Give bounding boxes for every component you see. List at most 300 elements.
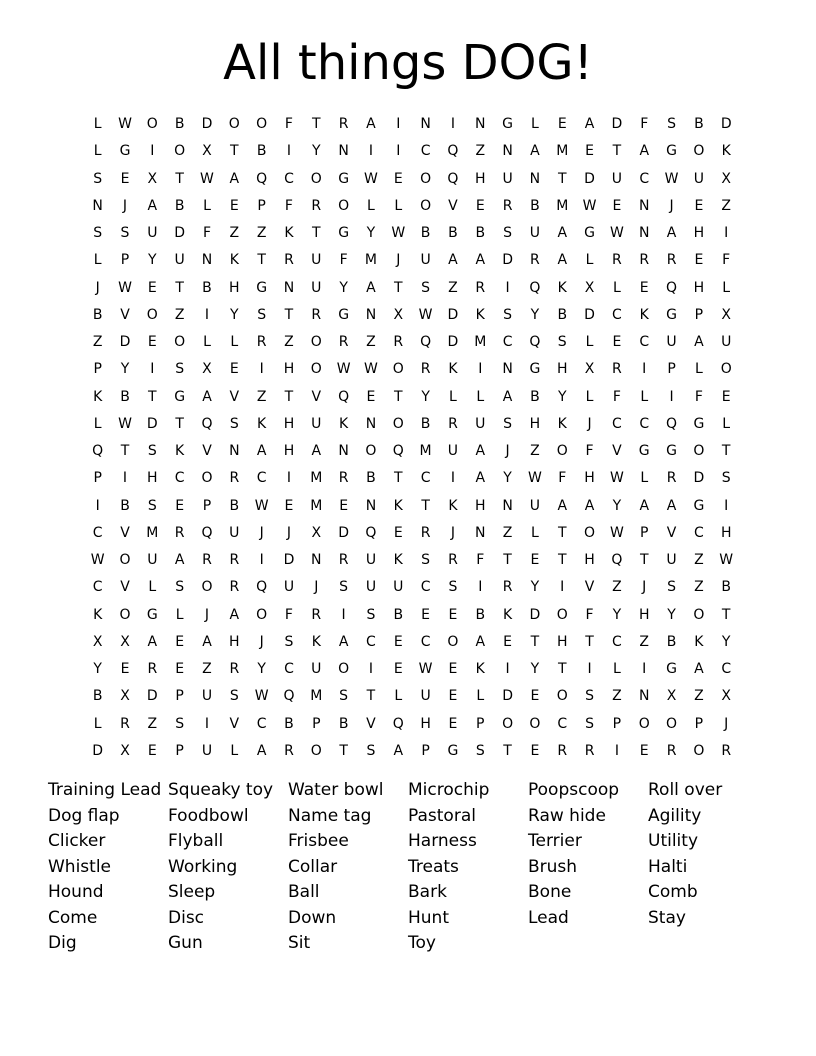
grid-letter[interactable]: E bbox=[448, 606, 458, 623]
grid-letter[interactable]: I bbox=[368, 661, 374, 678]
grid-letter[interactable]: B bbox=[666, 633, 677, 650]
grid-letter[interactable]: Q bbox=[666, 279, 678, 296]
grid-letter[interactable]: C bbox=[256, 470, 267, 487]
grid-letter[interactable]: J bbox=[314, 579, 319, 596]
grid-letter[interactable]: I bbox=[259, 361, 264, 378]
grid-letter[interactable]: P bbox=[612, 715, 622, 732]
grid-letter[interactable]: S bbox=[421, 552, 431, 569]
grid-letter[interactable]: O bbox=[228, 116, 240, 133]
grid-letter[interactable]: Y bbox=[530, 579, 540, 596]
grid-letter[interactable]: T bbox=[557, 524, 567, 541]
grid-letter[interactable]: Z bbox=[147, 715, 158, 732]
grid-letter[interactable]: X bbox=[311, 524, 322, 541]
grid-letter[interactable]: M bbox=[364, 252, 377, 269]
grid-letter[interactable]: C bbox=[639, 415, 650, 432]
grid-letter[interactable]: C bbox=[693, 524, 704, 541]
grid-letter[interactable]: Z bbox=[639, 633, 650, 650]
grid-letter[interactable]: Q bbox=[338, 388, 350, 405]
grid-letter[interactable]: A bbox=[475, 633, 486, 650]
grid-letter[interactable]: P bbox=[640, 524, 649, 541]
grid-letter[interactable]: A bbox=[311, 443, 322, 460]
grid-letter[interactable]: O bbox=[119, 606, 131, 623]
grid-letter[interactable]: U bbox=[393, 579, 404, 596]
grid-letter[interactable]: O bbox=[529, 715, 541, 732]
grid-letter[interactable]: I bbox=[150, 361, 155, 378]
grid-letter[interactable]: A bbox=[256, 742, 267, 759]
grid-letter[interactable]: G bbox=[174, 388, 186, 405]
grid-letter[interactable]: J bbox=[122, 197, 128, 214]
grid-letter[interactable]: Q bbox=[92, 443, 104, 460]
grid-letter[interactable]: V bbox=[311, 388, 322, 405]
grid-letter[interactable]: R bbox=[256, 334, 267, 351]
grid-letter[interactable]: J bbox=[259, 524, 264, 541]
grid-letter[interactable]: K bbox=[257, 415, 267, 432]
grid-letter[interactable]: T bbox=[612, 143, 622, 160]
grid-letter[interactable]: S bbox=[503, 225, 513, 242]
grid-letter[interactable]: C bbox=[612, 415, 622, 432]
grid-letter[interactable]: S bbox=[175, 715, 185, 732]
grid-letter[interactable]: A bbox=[475, 443, 486, 460]
grid-letter[interactable]: O bbox=[310, 334, 322, 351]
grid-letter[interactable]: B bbox=[174, 197, 185, 214]
grid-letter[interactable]: B bbox=[366, 470, 376, 487]
grid-letter[interactable]: E bbox=[339, 497, 349, 514]
grid-letter[interactable]: E bbox=[175, 633, 185, 650]
grid-letter[interactable]: U bbox=[365, 579, 377, 596]
grid-letter[interactable]: Q bbox=[529, 279, 541, 296]
grid-letter[interactable]: E bbox=[393, 524, 403, 541]
grid-letter[interactable]: B bbox=[721, 579, 732, 596]
grid-letter[interactable]: K bbox=[475, 661, 485, 678]
grid-letter[interactable]: L bbox=[585, 334, 594, 351]
grid-letter[interactable]: L bbox=[612, 279, 621, 296]
grid-letter[interactable]: R bbox=[284, 742, 294, 759]
grid-letter[interactable]: T bbox=[393, 470, 403, 487]
grid-letter[interactable]: O bbox=[174, 143, 186, 160]
grid-letter[interactable]: Z bbox=[694, 579, 704, 596]
grid-letter[interactable]: E bbox=[284, 497, 294, 514]
grid-letter[interactable]: D bbox=[447, 334, 459, 351]
grid-letter[interactable]: E bbox=[612, 197, 622, 214]
grid-letter[interactable]: X bbox=[202, 361, 212, 378]
grid-letter[interactable]: W bbox=[118, 279, 132, 296]
grid-letter[interactable]: P bbox=[175, 688, 184, 705]
grid-letter[interactable]: X bbox=[120, 633, 130, 650]
grid-letter[interactable]: M bbox=[146, 524, 159, 541]
grid-letter[interactable]: W bbox=[719, 552, 734, 569]
grid-letter[interactable]: A bbox=[502, 388, 513, 405]
grid-letter[interactable]: A bbox=[666, 225, 677, 242]
grid-letter[interactable]: A bbox=[174, 552, 185, 569]
grid-letter[interactable]: N bbox=[638, 225, 650, 242]
grid-letter[interactable]: Z bbox=[612, 579, 622, 596]
grid-letter[interactable]: R bbox=[311, 197, 322, 214]
grid-letter[interactable]: P bbox=[257, 197, 266, 214]
grid-letter[interactable]: N bbox=[529, 170, 541, 187]
grid-letter[interactable]: B bbox=[475, 606, 486, 623]
grid-letter[interactable]: T bbox=[120, 443, 130, 460]
grid-letter[interactable]: T bbox=[175, 279, 184, 296]
grid-letter[interactable]: Z bbox=[284, 334, 294, 351]
grid-letter[interactable]: T bbox=[366, 688, 376, 705]
grid-letter[interactable]: T bbox=[503, 552, 512, 569]
grid-letter[interactable]: Y bbox=[530, 306, 540, 323]
grid-letter[interactable]: K bbox=[284, 225, 294, 242]
grid-letter[interactable]: V bbox=[448, 197, 458, 214]
grid-letter[interactable]: O bbox=[693, 443, 705, 460]
grid-letter[interactable]: Q bbox=[365, 524, 377, 541]
grid-letter[interactable]: Q bbox=[392, 443, 404, 460]
grid-letter[interactable]: J bbox=[669, 197, 674, 214]
grid-letter[interactable]: J bbox=[259, 633, 264, 650]
grid-letter[interactable]: W bbox=[118, 415, 132, 432]
grid-letter[interactable]: Y bbox=[612, 606, 622, 623]
grid-letter[interactable]: S bbox=[257, 306, 267, 323]
grid-letter[interactable]: S bbox=[284, 633, 294, 650]
grid-letter[interactable]: G bbox=[119, 143, 131, 160]
grid-letter[interactable]: I bbox=[587, 661, 592, 678]
grid-letter[interactable]: F bbox=[284, 197, 293, 214]
grid-letter[interactable]: W bbox=[418, 661, 433, 678]
grid-letter[interactable]: A bbox=[338, 633, 349, 650]
grid-letter[interactable]: J bbox=[642, 579, 647, 596]
grid-letter[interactable]: H bbox=[720, 524, 732, 541]
grid-letter[interactable]: D bbox=[119, 334, 131, 351]
grid-letter[interactable]: I bbox=[150, 143, 155, 160]
grid-letter[interactable]: L bbox=[585, 388, 594, 405]
grid-letter[interactable]: N bbox=[92, 197, 103, 214]
grid-letter[interactable]: G bbox=[638, 443, 650, 460]
grid-letter[interactable]: T bbox=[721, 606, 731, 623]
grid-letter[interactable]: Y bbox=[93, 661, 102, 678]
grid-letter[interactable]: U bbox=[420, 252, 431, 269]
grid-letter[interactable]: L bbox=[93, 143, 102, 160]
grid-letter[interactable]: B bbox=[530, 388, 540, 405]
grid-letter[interactable]: O bbox=[638, 715, 650, 732]
grid-letter[interactable]: O bbox=[256, 116, 268, 133]
grid-letter[interactable]: F bbox=[558, 470, 567, 487]
grid-letter[interactable]: E bbox=[585, 143, 594, 160]
grid-letter[interactable]: R bbox=[557, 742, 568, 759]
grid-letter[interactable]: K bbox=[448, 497, 458, 514]
grid-letter[interactable]: K bbox=[175, 443, 185, 460]
grid-letter[interactable]: Q bbox=[447, 170, 459, 187]
grid-letter[interactable]: R bbox=[612, 361, 622, 378]
grid-letter[interactable]: Z bbox=[502, 524, 513, 541]
grid-letter[interactable]: S bbox=[585, 688, 595, 705]
grid-letter[interactable]: T bbox=[585, 633, 594, 650]
grid-letter[interactable]: L bbox=[394, 688, 403, 705]
grid-letter[interactable]: T bbox=[557, 170, 567, 187]
grid-letter[interactable]: L bbox=[367, 197, 375, 214]
grid-letter[interactable]: G bbox=[338, 306, 350, 323]
grid-letter[interactable]: C bbox=[612, 633, 622, 650]
grid-letter[interactable]: A bbox=[666, 497, 677, 514]
grid-letter[interactable]: X bbox=[92, 633, 103, 650]
grid-letter[interactable]: O bbox=[556, 443, 568, 460]
grid-letter[interactable]: W bbox=[200, 170, 214, 187]
grid-letter[interactable]: L bbox=[476, 388, 485, 405]
grid-letter[interactable]: R bbox=[229, 552, 240, 569]
grid-letter[interactable]: I bbox=[642, 661, 647, 678]
grid-letter[interactable]: N bbox=[201, 252, 213, 269]
grid-letter[interactable]: Y bbox=[421, 388, 430, 405]
grid-letter[interactable]: W bbox=[582, 197, 597, 214]
grid-letter[interactable]: L bbox=[394, 197, 403, 214]
grid-letter[interactable]: C bbox=[366, 633, 376, 650]
grid-letter[interactable]: Z bbox=[366, 334, 376, 351]
grid-letter[interactable]: P bbox=[93, 470, 102, 487]
grid-letter[interactable]: Q bbox=[256, 579, 268, 596]
grid-letter[interactable]: Y bbox=[230, 306, 239, 323]
grid-letter[interactable]: C bbox=[420, 579, 431, 596]
grid-letter[interactable]: B bbox=[229, 497, 240, 514]
grid-letter[interactable]: A bbox=[202, 633, 212, 650]
grid-letter[interactable]: S bbox=[339, 579, 349, 596]
grid-letter[interactable]: N bbox=[365, 497, 377, 514]
grid-letter[interactable]: A bbox=[557, 225, 568, 242]
grid-letter[interactable]: O bbox=[502, 715, 514, 732]
grid-letter[interactable]: S bbox=[557, 334, 567, 351]
grid-letter[interactable]: A bbox=[584, 116, 595, 133]
grid-letter[interactable]: V bbox=[666, 524, 677, 541]
grid-letter[interactable]: E bbox=[147, 334, 157, 351]
grid-letter[interactable]: T bbox=[175, 415, 184, 432]
grid-letter[interactable]: B bbox=[557, 306, 568, 323]
grid-letter[interactable]: H bbox=[693, 225, 705, 242]
grid-letter[interactable]: K bbox=[93, 606, 103, 623]
grid-letter[interactable]: N bbox=[229, 443, 240, 460]
grid-letter[interactable]: U bbox=[365, 552, 377, 569]
grid-letter[interactable]: U bbox=[311, 252, 322, 269]
grid-letter[interactable]: U bbox=[693, 170, 704, 187]
grid-letter[interactable]: W bbox=[609, 470, 624, 487]
grid-letter[interactable]: P bbox=[476, 715, 485, 732]
grid-letter[interactable]: E bbox=[229, 197, 239, 214]
grid-letter[interactable]: A bbox=[202, 388, 212, 405]
grid-letter[interactable]: C bbox=[284, 170, 294, 187]
grid-letter[interactable]: E bbox=[175, 661, 185, 678]
grid-letter[interactable]: E bbox=[448, 661, 458, 678]
grid-letter[interactable]: Y bbox=[148, 252, 157, 269]
grid-letter[interactable]: D bbox=[174, 225, 186, 242]
grid-letter[interactable]: R bbox=[338, 470, 349, 487]
grid-letter[interactable]: R bbox=[174, 524, 185, 541]
grid-letter[interactable]: E bbox=[175, 497, 185, 514]
grid-letter[interactable]: L bbox=[612, 661, 621, 678]
grid-letter[interactable]: G bbox=[502, 116, 514, 133]
grid-letter[interactable]: E bbox=[120, 170, 130, 187]
grid-letter[interactable]: P bbox=[694, 715, 704, 732]
grid-letter[interactable]: K bbox=[475, 306, 485, 323]
grid-letter[interactable]: B bbox=[92, 306, 103, 323]
grid-letter[interactable]: E bbox=[393, 633, 403, 650]
grid-letter[interactable]: X bbox=[120, 688, 130, 705]
grid-letter[interactable]: X bbox=[721, 306, 731, 323]
grid-letter[interactable]: U bbox=[666, 552, 677, 569]
grid-letter[interactable]: G bbox=[693, 415, 705, 432]
grid-letter[interactable]: Q bbox=[420, 334, 432, 351]
grid-letter[interactable]: C bbox=[721, 661, 732, 678]
grid-letter[interactable]: C bbox=[92, 579, 103, 596]
grid-letter[interactable]: G bbox=[256, 279, 268, 296]
grid-letter[interactable]: J bbox=[587, 415, 592, 432]
grid-letter[interactable]: R bbox=[666, 470, 677, 487]
grid-letter[interactable]: K bbox=[694, 633, 704, 650]
grid-letter[interactable]: R bbox=[612, 252, 622, 269]
grid-letter[interactable]: U bbox=[201, 688, 213, 705]
grid-letter[interactable]: C bbox=[639, 334, 650, 351]
grid-letter[interactable]: S bbox=[147, 443, 157, 460]
grid-letter[interactable]: E bbox=[639, 279, 649, 296]
grid-letter[interactable]: X bbox=[584, 361, 595, 378]
grid-letter[interactable]: O bbox=[365, 443, 377, 460]
grid-letter[interactable]: G bbox=[666, 661, 677, 678]
grid-letter[interactable]: V bbox=[584, 579, 595, 596]
grid-letter[interactable]: L bbox=[722, 415, 731, 432]
grid-letter[interactable]: B bbox=[92, 688, 103, 705]
grid-letter[interactable]: K bbox=[229, 252, 239, 269]
grid-letter[interactable]: B bbox=[338, 715, 349, 732]
grid-letter[interactable]: H bbox=[474, 170, 486, 187]
grid-letter[interactable]: O bbox=[720, 361, 732, 378]
grid-letter[interactable]: A bbox=[557, 252, 568, 269]
grid-letter[interactable]: S bbox=[339, 688, 349, 705]
grid-letter[interactable]: B bbox=[694, 116, 704, 133]
grid-letter[interactable]: U bbox=[147, 552, 158, 569]
grid-letter[interactable]: Q bbox=[529, 334, 541, 351]
grid-letter[interactable]: E bbox=[694, 252, 704, 269]
grid-letter[interactable]: Q bbox=[201, 415, 213, 432]
grid-letter[interactable]: L bbox=[640, 470, 649, 487]
grid-letter[interactable]: I bbox=[122, 470, 128, 487]
grid-letter[interactable]: S bbox=[667, 579, 676, 596]
grid-letter[interactable]: K bbox=[393, 497, 403, 514]
grid-letter[interactable]: E bbox=[147, 742, 157, 759]
grid-letter[interactable]: I bbox=[450, 116, 455, 133]
grid-letter[interactable]: O bbox=[256, 606, 268, 623]
grid-letter[interactable]: R bbox=[311, 606, 322, 623]
grid-letter[interactable]: H bbox=[556, 633, 568, 650]
grid-letter[interactable]: Y bbox=[339, 279, 348, 296]
grid-letter[interactable]: L bbox=[531, 116, 539, 133]
grid-letter[interactable]: A bbox=[475, 252, 486, 269]
grid-letter[interactable]: X bbox=[666, 688, 677, 705]
grid-letter[interactable]: H bbox=[584, 552, 595, 569]
grid-letter[interactable]: B bbox=[420, 225, 431, 242]
grid-letter[interactable]: Q bbox=[283, 688, 295, 705]
grid-letter[interactable]: E bbox=[721, 388, 731, 405]
grid-letter[interactable]: G bbox=[584, 225, 595, 242]
grid-letter[interactable]: R bbox=[229, 470, 240, 487]
grid-letter[interactable]: V bbox=[229, 388, 240, 405]
grid-letter[interactable]: N bbox=[338, 143, 349, 160]
grid-letter[interactable]: O bbox=[310, 742, 322, 759]
grid-letter[interactable]: H bbox=[283, 361, 295, 378]
grid-letter[interactable]: U bbox=[475, 415, 486, 432]
grid-letter[interactable]: Y bbox=[530, 661, 540, 678]
grid-letter[interactable]: W bbox=[418, 306, 433, 323]
grid-letter[interactable]: C bbox=[92, 524, 103, 541]
grid-letter[interactable]: R bbox=[721, 742, 732, 759]
grid-letter[interactable]: O bbox=[666, 715, 678, 732]
grid-letter[interactable]: R bbox=[502, 197, 513, 214]
grid-letter[interactable]: F bbox=[722, 252, 731, 269]
grid-letter[interactable]: D bbox=[502, 252, 513, 269]
grid-letter[interactable]: M bbox=[419, 443, 432, 460]
grid-letter[interactable]: I bbox=[95, 497, 100, 514]
grid-letter[interactable]: N bbox=[365, 415, 377, 432]
grid-letter[interactable]: W bbox=[336, 361, 351, 378]
grid-letter[interactable]: O bbox=[310, 361, 322, 378]
grid-letter[interactable]: B bbox=[202, 279, 212, 296]
grid-letter[interactable]: G bbox=[529, 361, 541, 378]
grid-letter[interactable]: K bbox=[557, 279, 567, 296]
grid-letter[interactable]: J bbox=[95, 279, 100, 296]
grid-letter[interactable]: T bbox=[421, 497, 430, 514]
grid-letter[interactable]: D bbox=[584, 306, 595, 323]
letter-grid[interactable] bbox=[84, 111, 740, 765]
grid-letter[interactable]: I bbox=[286, 143, 292, 160]
grid-letter[interactable]: R bbox=[338, 334, 349, 351]
grid-letter[interactable]: S bbox=[503, 306, 513, 323]
grid-letter[interactable]: E bbox=[448, 688, 458, 705]
grid-letter[interactable]: I bbox=[724, 225, 729, 242]
grid-letter[interactable]: F bbox=[640, 116, 649, 133]
grid-letter[interactable]: I bbox=[341, 606, 346, 623]
grid-letter[interactable]: L bbox=[203, 197, 211, 214]
grid-letter[interactable]: P bbox=[202, 497, 212, 514]
grid-letter[interactable]: K bbox=[639, 306, 649, 323]
grid-letter[interactable]: T bbox=[312, 116, 321, 133]
grid-letter[interactable]: E bbox=[366, 388, 376, 405]
grid-letter[interactable]: D bbox=[146, 688, 158, 705]
grid-letter[interactable]: D bbox=[201, 116, 213, 133]
grid-letter[interactable]: Y bbox=[120, 361, 130, 378]
grid-letter[interactable]: P bbox=[667, 361, 676, 378]
grid-letter[interactable]: B bbox=[120, 388, 130, 405]
grid-letter[interactable]: T bbox=[721, 443, 731, 460]
grid-letter[interactable]: T bbox=[148, 388, 157, 405]
grid-letter[interactable]: I bbox=[724, 497, 729, 514]
grid-letter[interactable]: T bbox=[175, 170, 184, 187]
grid-letter[interactable]: O bbox=[146, 116, 158, 133]
grid-letter[interactable]: L bbox=[93, 715, 102, 732]
grid-letter[interactable]: N bbox=[338, 443, 349, 460]
grid-letter[interactable]: D bbox=[529, 606, 541, 623]
grid-letter[interactable]: O bbox=[693, 742, 705, 759]
grid-letter[interactable]: P bbox=[312, 715, 321, 732]
grid-letter[interactable]: T bbox=[339, 742, 348, 759]
grid-letter[interactable]: R bbox=[420, 524, 431, 541]
grid-letter[interactable]: K bbox=[721, 143, 731, 160]
grid-letter[interactable]: H bbox=[420, 715, 431, 732]
grid-letter[interactable]: L bbox=[449, 388, 457, 405]
grid-letter[interactable]: O bbox=[392, 361, 404, 378]
grid-letter[interactable]: O bbox=[146, 306, 158, 323]
grid-letter[interactable]: O bbox=[338, 197, 350, 214]
grid-letter[interactable]: S bbox=[475, 742, 485, 759]
grid-letter[interactable]: J bbox=[286, 524, 292, 541]
grid-letter[interactable]: P bbox=[694, 306, 704, 323]
grid-letter[interactable]: I bbox=[450, 470, 455, 487]
grid-letter[interactable]: F bbox=[612, 388, 621, 405]
grid-letter[interactable]: D bbox=[283, 552, 295, 569]
grid-letter[interactable]: B bbox=[284, 715, 294, 732]
grid-letter[interactable]: O bbox=[556, 688, 568, 705]
grid-letter[interactable]: B bbox=[393, 606, 404, 623]
grid-letter[interactable]: U bbox=[283, 579, 295, 596]
